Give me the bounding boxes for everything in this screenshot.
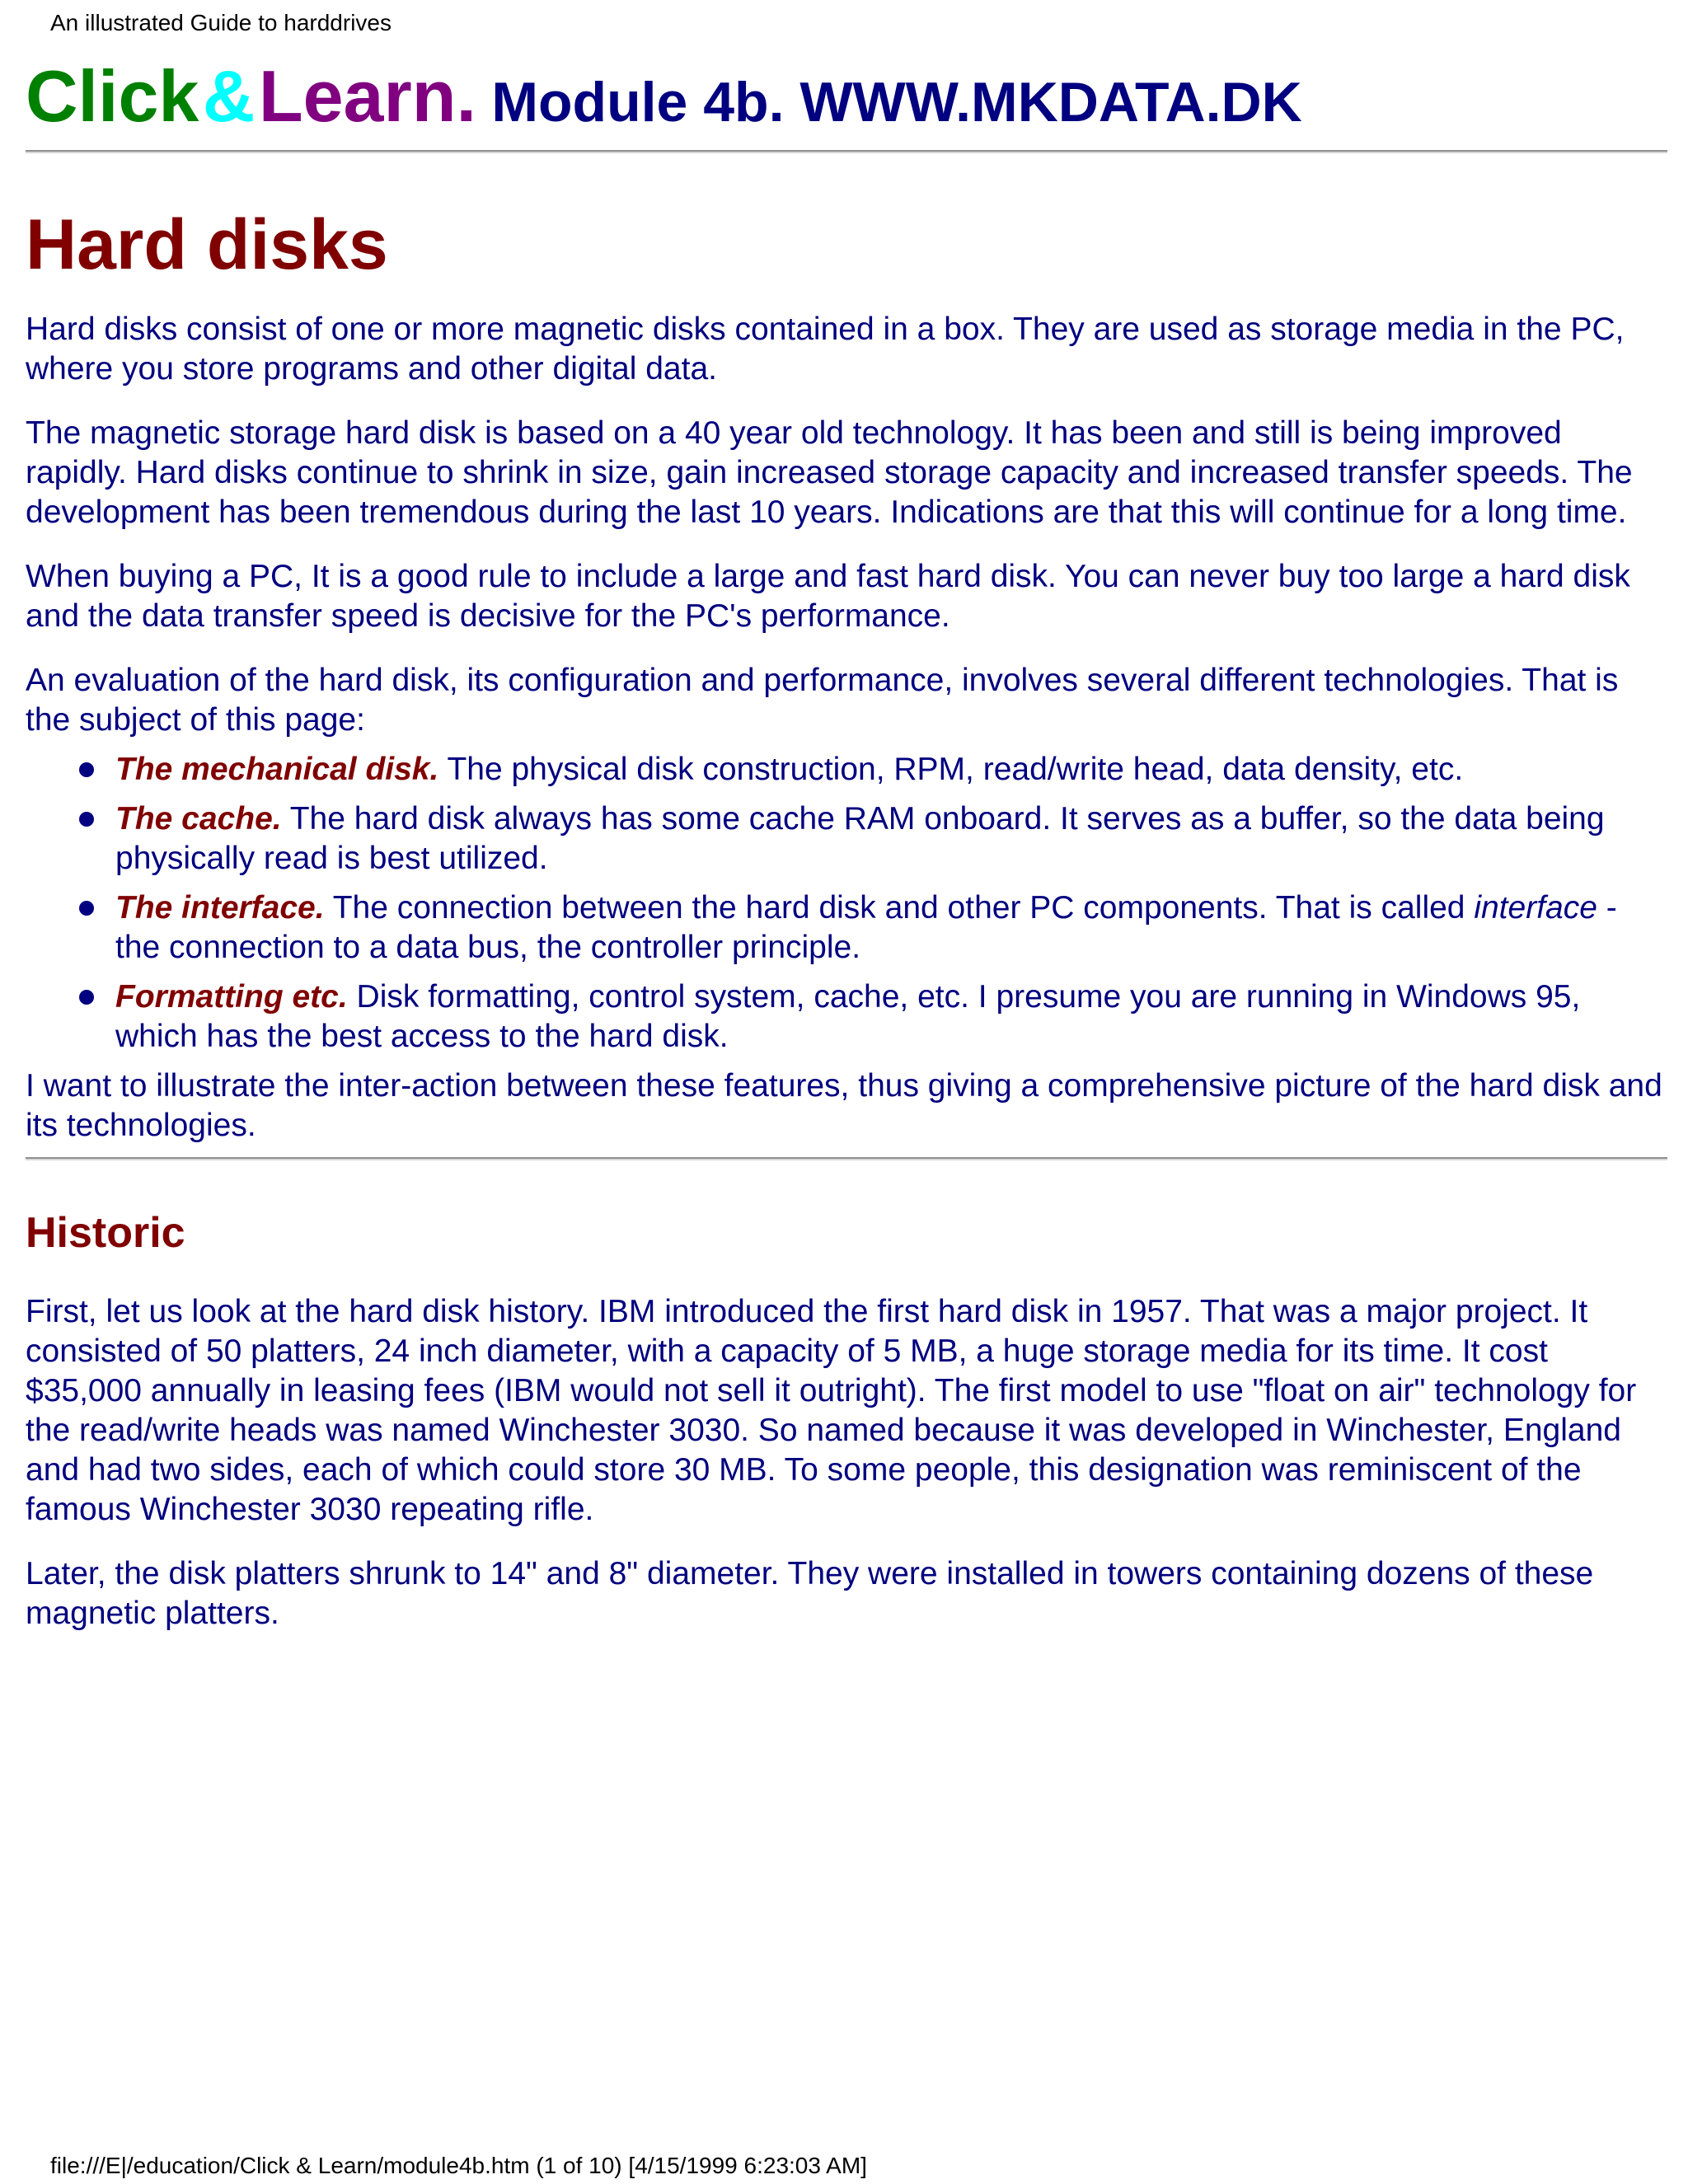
topic-text: The connection between the hard disk and other PC components. That is called xyxy=(324,890,1475,926)
page-title: Hard disks xyxy=(26,205,388,284)
section-title-historic: Historic xyxy=(26,1209,185,1257)
bullet-icon xyxy=(79,990,94,1005)
list-item xyxy=(26,750,1667,790)
topic-italic-term: interface xyxy=(1474,890,1597,926)
topic-text: Disk formatting, control system, cache, etc. I presume you are running in Windows 95, which has the best access to the hard disk. xyxy=(115,979,1581,1054)
list-item xyxy=(26,888,1667,968)
bullet-icon xyxy=(79,812,94,827)
print-footer: file:///E|/education/Click & Learn/module4b.htm (1 of 10) [4/15/1999 6:23:03 AM] xyxy=(50,2153,867,2178)
page-content xyxy=(26,51,1667,1633)
topic-term: The interface. xyxy=(115,890,325,926)
historic-paragraph-2: Later, the disk platters shrunk to 14" and 8" diameter. They were installed in towers containing dozens of these magnetic platters. xyxy=(26,1556,1594,1631)
brand-banner xyxy=(26,51,1667,142)
divider-top xyxy=(26,150,1667,153)
closing-paragraph: I want to illustrate the inter-action between these features, thus giving a comprehensive picture of the hard disk and its technologies. xyxy=(26,1068,1662,1143)
module-title: Module 4b. WWW.MKDATA.DK xyxy=(491,71,1302,134)
historic-paragraph-1: First, let us look at the hard disk history. IBM introduced the first hard disk in 1957. That was a major project. It consisted of 50 platters, 24 inch diameter, with a capacity of 5 MB, a huge storage media for its time. It cost $35,000 annually in leasing fees (IBM would not sell it outright). The first model to use "float on air" technology for the read/write heads was named Winchester 3030. So named because it was developed in Winchester, England and had two sides, each of which could store 30 MB. To some people, this designation was reminiscent of the famous Winchester 3030 repeating rifle. xyxy=(26,1294,1637,1527)
topic-text: The physical disk construction, RPM, read/write head, data density, etc. xyxy=(438,752,1464,787)
intro-paragraph-2: The magnetic storage hard disk is based on a 40 year old technology. It has been and still is being improved rapidly. Hard disks continue to shrink in size, gain increased storage capacity and increased transfer speeds. The development has been tremendous during the last 10 years. Indications are that this will continue for a long time. xyxy=(26,415,1633,530)
topic-text: The hard disk always has some cache RAM onboard. It serves as a buffer, so the data being physically read is best utilized. xyxy=(115,801,1605,876)
topic-term: The mechanical disk. xyxy=(115,752,439,787)
intro-paragraph-3: When buying a PC, It is a good rule to include a large and fast hard disk. You can never buy too large a hard disk and the data transfer speed is decisive for the PC's performance. xyxy=(26,559,1630,634)
bullet-icon xyxy=(79,762,94,777)
print-header: An illustrated Guide to harddrives xyxy=(50,10,392,35)
brand-ampersand: & xyxy=(202,55,256,137)
topic-text-after: - the connection to a data bus, the controller principle. xyxy=(115,890,1617,965)
brand-click: Click xyxy=(26,55,199,137)
brand-learn: Learn. xyxy=(258,55,476,137)
topic-term: The cache. xyxy=(115,801,282,837)
list-item xyxy=(26,799,1667,879)
intro-paragraph-1: Hard disks consist of one or more magnetic disks contained in a box. They are used as storage media in the PC, where you store programs and other digital data. xyxy=(26,312,1625,387)
bullet-icon xyxy=(79,901,94,916)
topic-list xyxy=(26,750,1667,1057)
list-item xyxy=(26,977,1667,1057)
topic-term: Formatting etc. xyxy=(115,979,348,1015)
intro-paragraph-4: An evaluation of the hard disk, its configuration and performance, involves several different technologies. That is the subject of this page: xyxy=(26,663,1619,738)
